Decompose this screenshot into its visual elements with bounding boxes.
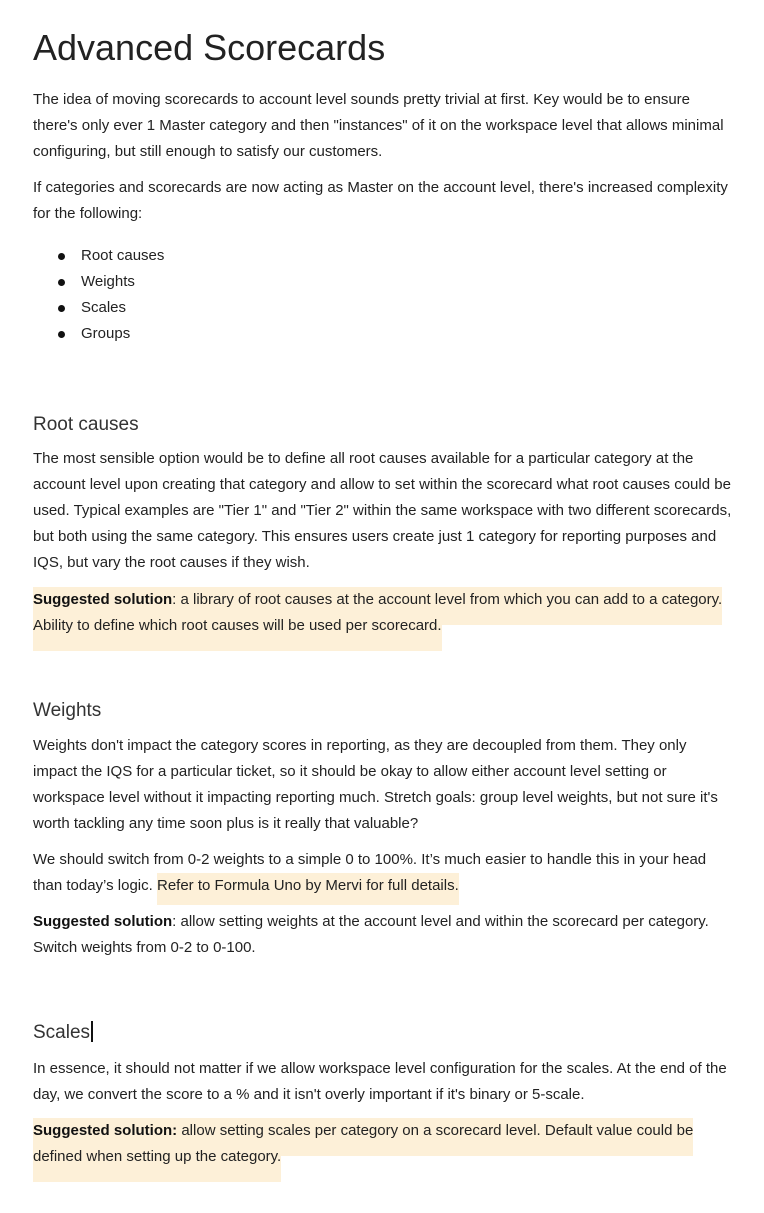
solution-label: Suggested solution xyxy=(33,913,173,930)
heading-scales[interactable] xyxy=(33,1020,733,1046)
list-item-label: Groups xyxy=(81,325,131,342)
complexity-list xyxy=(33,243,733,347)
heading-weights: Weights xyxy=(33,700,102,721)
bullet-icon xyxy=(58,331,65,338)
list-item xyxy=(33,321,733,347)
heading-root-causes: Root causes xyxy=(33,414,139,435)
intro-paragraph-2: If categories and scorecards are now acting as Master on the account level, there's increased complexity for the following: xyxy=(33,179,728,222)
weights-paragraph-2 xyxy=(33,847,733,899)
heading-scales-text: Scales xyxy=(33,1022,91,1043)
weights-text: We should switch from 0-2 weights to a simple 0 to 100%. It’s much easier to handle this in your head than today’s logic. xyxy=(33,851,707,894)
root-causes-solution xyxy=(33,587,733,639)
list-item-label: Weights xyxy=(81,273,135,290)
bullet-icon xyxy=(58,305,65,312)
root-causes-paragraph: The most sensible option would be to define all root causes available for a particular category at the account level upon creating that category and allow to set within the scorecard what root causes could be used. Typical examples are "Tier 1" and "Tier 2" within the same workspace with two different scorecards, but both using the same category. This ensures users create just 1 category for reporting purposes and IQS, but vary the root causes if they wish. xyxy=(33,450,732,571)
solution-label: Suggested solution: xyxy=(33,1122,178,1139)
formula-uno-reference: Refer to Formula Uno by Mervi for full details. xyxy=(157,873,459,905)
weights-solution xyxy=(33,909,733,961)
bullet-icon xyxy=(58,279,65,286)
weights-paragraph: Weights don't impact the category scores in reporting, as they are decoupled from them. They only impact the IQS for a particular ticket, so it should be okay to allow either account level setting or workspace level without it impacting reporting much. Stretch goals: group level weights, but not sure it's worth tackling any time soon plus is it really that valuable? xyxy=(33,737,718,832)
list-item-label: Root causes xyxy=(81,247,165,264)
bullet-icon xyxy=(58,253,65,260)
scales-paragraph: In essence, it should not matter if we allow workspace level configuration for the scales. At the end of the day, we convert the score to a % and it isn't overly important if it's binary or 5-scale. xyxy=(33,1060,727,1103)
list-item xyxy=(33,269,733,295)
solution-label: Suggested solution xyxy=(33,591,173,608)
text-cursor xyxy=(91,1021,93,1042)
solution-text: allow setting scales per category on a scorecard level. Default value could be defined when setting up the category. xyxy=(33,1122,694,1165)
list-item-label: Scales xyxy=(81,299,127,316)
page-title: Advanced Scorecards xyxy=(33,27,386,68)
list-item xyxy=(33,295,733,321)
solution-text: : a library of root causes at the account level from which you can add to a category. Ability to define which root causes will be used per scorecard. xyxy=(33,591,723,634)
intro-paragraph: The idea of moving scorecards to account level sounds pretty trivial at first. Key would be to ensure there's only ever 1 Master category and then "instances" of it on the workspace level that allows minimal configuring, but still enough to satisfy our customers. xyxy=(33,91,724,160)
scales-solution xyxy=(33,1118,733,1170)
list-item xyxy=(33,243,733,269)
solution-text: : allow setting weights at the account level and within the scorecard per category. Switch weights from 0-2 to 0-100. xyxy=(33,913,709,956)
